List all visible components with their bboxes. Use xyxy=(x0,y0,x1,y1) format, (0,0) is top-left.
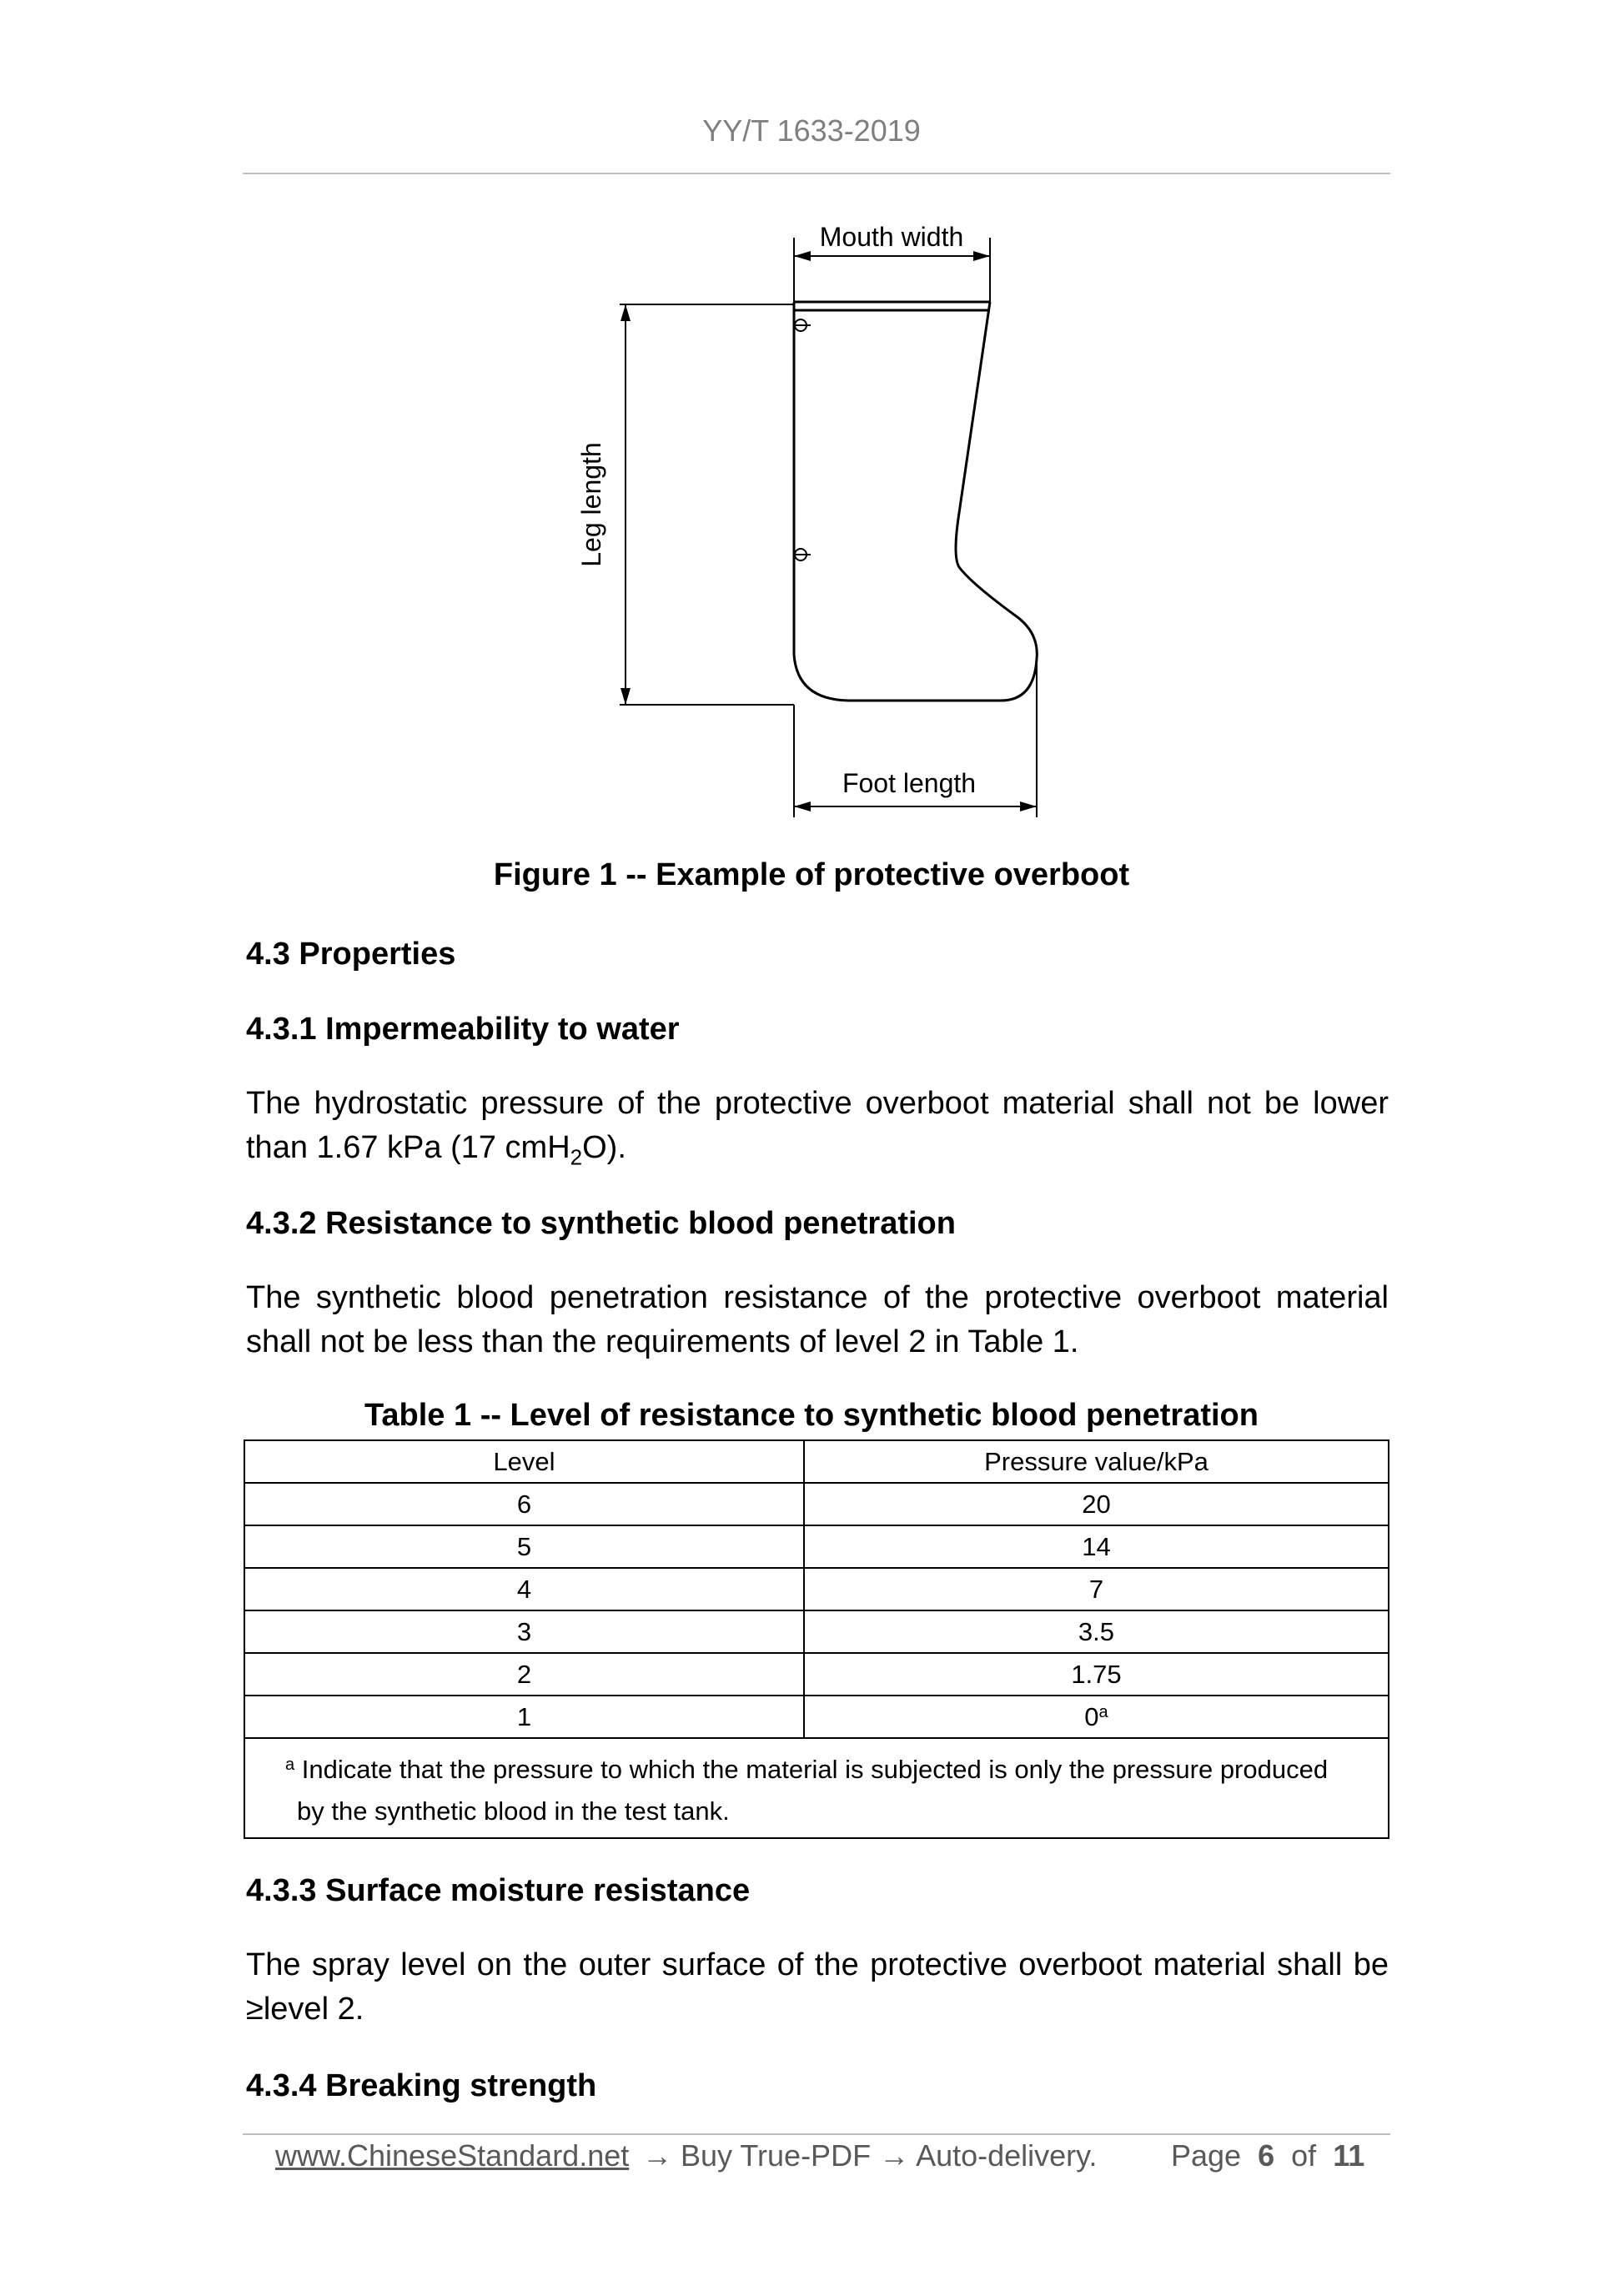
cell-pressure: 3.5 xyxy=(804,1610,1389,1653)
table-header-row xyxy=(244,1440,1389,1483)
p431-text-end: O). xyxy=(582,1130,626,1165)
heading-4-3-4: 4.3.4 Breaking strength xyxy=(246,2068,597,2103)
table-note xyxy=(244,1738,1389,1838)
table-row xyxy=(244,1568,1389,1610)
header-rule xyxy=(243,173,1390,174)
paragraph-4-3-2: The synthetic blood penetration resistance of the protective overboot material shall not be less than the requirements of level 2 in Table 1. xyxy=(246,1280,1389,1359)
note-mark: a xyxy=(285,1756,295,1774)
cell-pressure: 20 xyxy=(804,1483,1389,1525)
header-pressure: Pressure value/kPa xyxy=(804,1440,1389,1483)
cell-level: 4 xyxy=(244,1568,804,1610)
page-total: 11 xyxy=(1333,2138,1365,2173)
footer-rule xyxy=(243,2133,1390,2135)
cell-pressure: 1.75 xyxy=(804,1653,1389,1696)
footnote-mark: a xyxy=(1098,1702,1108,1721)
p431-text: The hydrostatic pressure of the protective overboot material shall not be lower than 1.67 kPa (17 cmH xyxy=(246,1086,1389,1165)
footer-website-link[interactable]: www.ChineseStandard.net xyxy=(275,2138,630,2173)
paragraph-4-3-3: The spray level on the outer surface of the protective overboot material shall be ≥level 2. xyxy=(246,1947,1389,2027)
note-line-2: by the synthetic blood in the test tank. xyxy=(297,1796,730,1826)
header-level: Level xyxy=(244,1440,804,1483)
cell-level: 5 xyxy=(244,1525,804,1568)
table-caption: Table 1 -- Level of resistance to synthetic blood penetration xyxy=(364,1398,1259,1433)
heading-4-3-1: 4.3.1 Impermeability to water xyxy=(246,1012,680,1047)
heading-4-3-2: 4.3.2 Resistance to synthetic blood penetration xyxy=(246,1206,956,1241)
page-number: 6 xyxy=(1258,2138,1275,2173)
figure-caption: Figure 1 -- Example of protective overboot xyxy=(493,857,1130,892)
table-row xyxy=(244,1525,1389,1568)
heading-4-3: 4.3 Properties xyxy=(246,937,456,972)
of-word: of xyxy=(1291,2138,1317,2173)
footer-page-indicator xyxy=(1171,2138,1364,2173)
resistance-table xyxy=(244,1439,1389,1839)
document-id-header: YY/T 1633-2019 xyxy=(702,113,921,148)
table-row xyxy=(244,1696,1389,1738)
boot-outline xyxy=(794,302,1037,701)
table-row xyxy=(244,1653,1389,1696)
cell-pressure-value: 0 xyxy=(1084,1701,1099,1731)
overboot-figure xyxy=(550,213,1051,838)
cell-level: 1 xyxy=(244,1696,804,1738)
page-word: Page xyxy=(1171,2138,1242,2173)
p431-subscript: 2 xyxy=(570,1144,583,1170)
foot-length-label: Foot length xyxy=(842,768,977,798)
cell-level: 6 xyxy=(244,1483,804,1525)
table-row xyxy=(244,1610,1389,1653)
paragraph-4-3-1 xyxy=(246,1082,1389,1180)
cell-pressure: 14 xyxy=(804,1525,1389,1568)
note-line-1: Indicate that the pressure to which the material is subjected is only the pressure produced xyxy=(294,1755,1329,1784)
table-note-row xyxy=(244,1738,1389,1838)
table-row xyxy=(244,1483,1389,1525)
cell-level: 3 xyxy=(244,1610,804,1653)
leg-length-label: Leg length xyxy=(576,442,606,567)
cell-pressure xyxy=(804,1696,1389,1738)
cell-level: 2 xyxy=(244,1653,804,1696)
mouth-width-label: Mouth width xyxy=(819,222,964,252)
heading-4-3-3: 4.3.3 Surface moisture resistance xyxy=(246,1873,751,1908)
cell-pressure: 7 xyxy=(804,1568,1389,1610)
footer-buy-text: → Buy True-PDF → Auto-delivery. xyxy=(642,2138,1098,2173)
